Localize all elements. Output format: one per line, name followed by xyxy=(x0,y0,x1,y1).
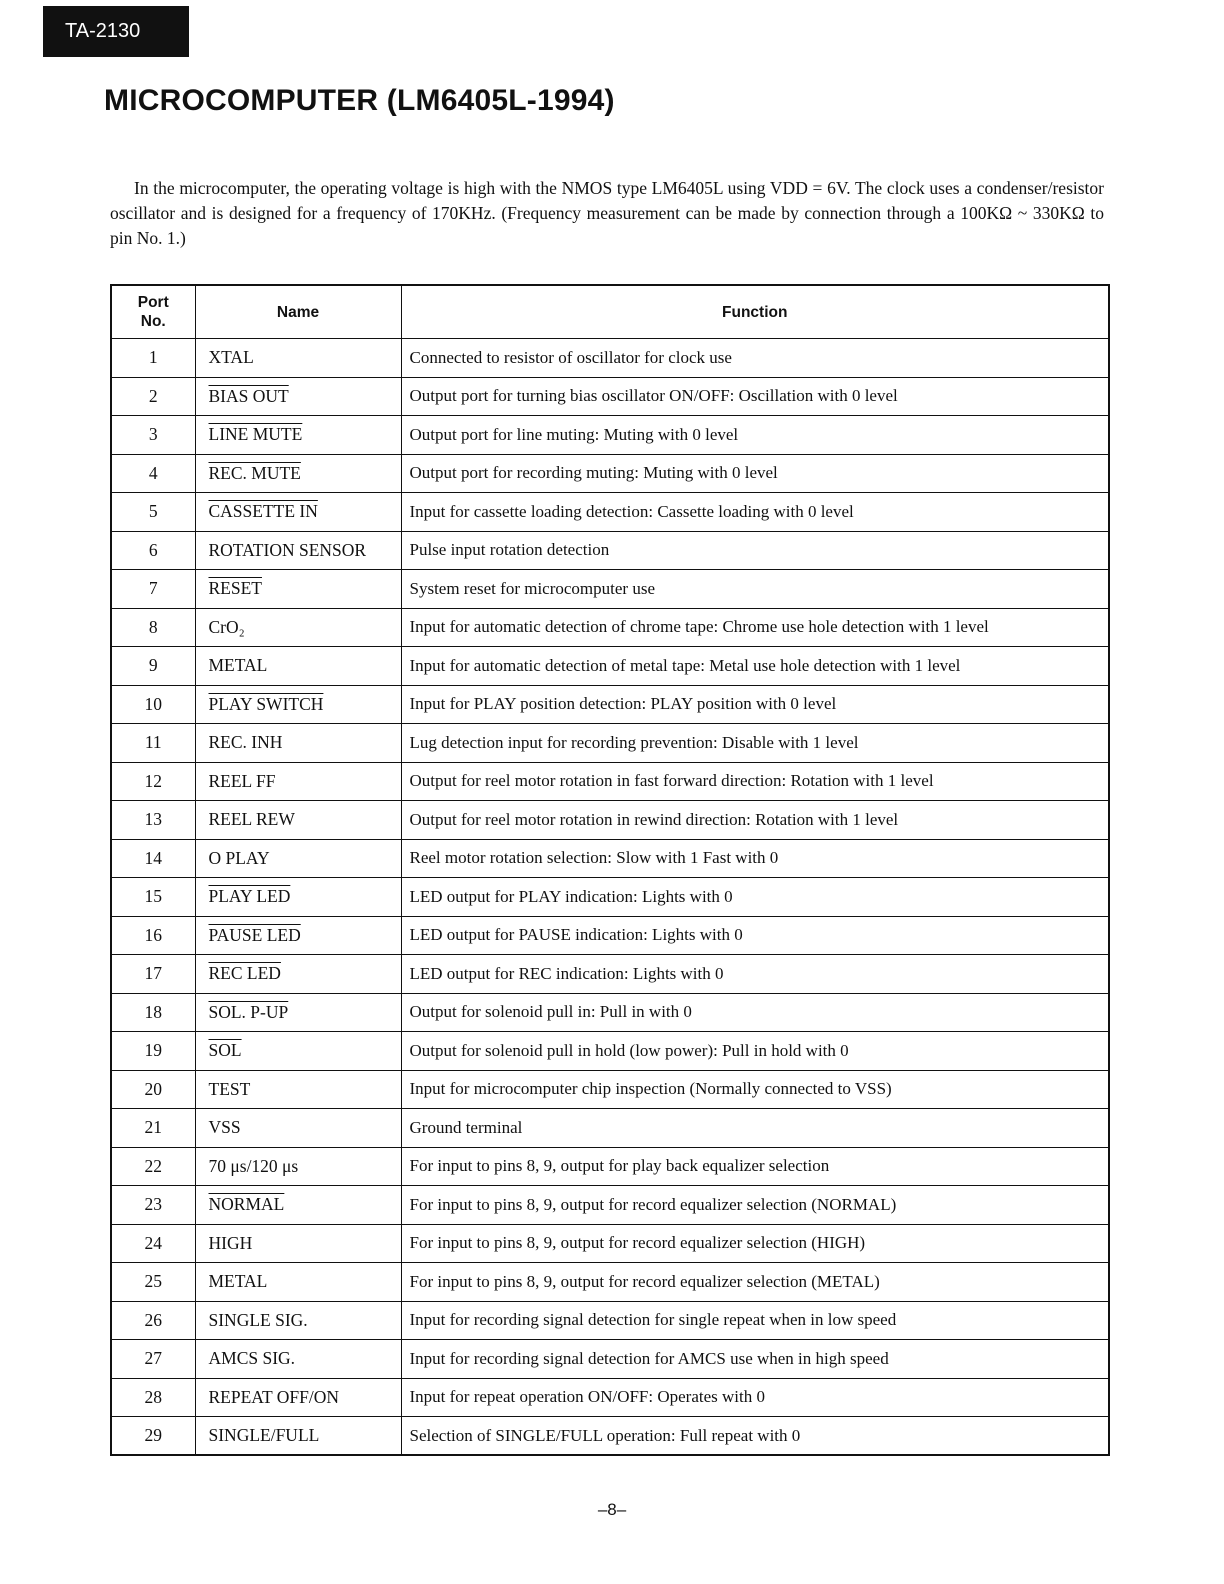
port-name: PAUSE LED xyxy=(208,924,301,945)
port-number-cell: 5 xyxy=(111,493,195,532)
port-name-cell xyxy=(195,1224,401,1263)
port-number-cell: 28 xyxy=(111,1378,195,1417)
port-function-cell: Output for reel motor rotation in rewind direction: Rotation with 1 level xyxy=(401,801,1109,840)
port-name-cell xyxy=(195,416,401,455)
port-function-cell: Output for solenoid pull in hold (low power): Pull in hold with 0 xyxy=(401,1032,1109,1071)
port-name-cell xyxy=(195,839,401,878)
table-row xyxy=(111,1340,1109,1379)
table-row xyxy=(111,647,1109,686)
port-number-cell: 6 xyxy=(111,531,195,570)
port-name: REC. MUTE xyxy=(208,462,301,483)
port-function-cell: For input to pins 8, 9, output for record equalizer selection (NORMAL) xyxy=(401,1186,1109,1225)
table-row xyxy=(111,1109,1109,1148)
port-function-cell: Output port for turning bias oscillator ON/OFF: Oscillation with 0 level xyxy=(401,377,1109,416)
port-function-cell: LED output for PAUSE indication: Lights with 0 xyxy=(401,916,1109,955)
port-function-cell: Reel motor rotation selection: Slow with 1 Fast with 0 xyxy=(401,839,1109,878)
table-row xyxy=(111,1070,1109,1109)
port-function-cell: Input for cassette loading detection: Cassette loading with 0 level xyxy=(401,493,1109,532)
port-name: SINGLE SIG. xyxy=(208,1309,308,1330)
port-name-cell xyxy=(195,801,401,840)
table-row xyxy=(111,570,1109,609)
port-number-cell: 8 xyxy=(111,608,195,647)
port-name-cell xyxy=(195,339,401,378)
port-name: REPEAT OFF/ON xyxy=(208,1386,339,1407)
port-name: PLAY LED xyxy=(208,886,291,907)
port-number-cell: 16 xyxy=(111,916,195,955)
port-name: XTAL xyxy=(208,347,254,368)
port-number-cell: 29 xyxy=(111,1417,195,1456)
port-function-cell: For input to pins 8, 9, output for record equalizer selection (METAL) xyxy=(401,1263,1109,1302)
port-number-cell: 21 xyxy=(111,1109,195,1148)
table-row xyxy=(111,839,1109,878)
table-row xyxy=(111,955,1109,994)
port-name: REC LED xyxy=(208,963,281,984)
port-name-cell xyxy=(195,1186,401,1225)
port-function-cell: Input for automatic detection of metal tape: Metal use hole detection with 1 level xyxy=(401,647,1109,686)
table-row xyxy=(111,724,1109,763)
port-name-cell xyxy=(195,1032,401,1071)
port-name: CrO₂ xyxy=(208,616,245,637)
port-table-body xyxy=(111,339,1109,1456)
port-number-cell: 7 xyxy=(111,570,195,609)
port-function-cell: LED output for REC indication: Lights with 0 xyxy=(401,955,1109,994)
port-name: REC. INH xyxy=(208,732,283,753)
port-name-cell xyxy=(195,1301,401,1340)
page-number: –8– xyxy=(597,1500,627,1519)
port-name: RESET xyxy=(208,578,262,599)
port-name-cell xyxy=(195,1070,401,1109)
port-name-cell xyxy=(195,916,401,955)
port-name-cell xyxy=(195,608,401,647)
port-function-cell: Lug detection input for recording prevention: Disable with 1 level xyxy=(401,724,1109,763)
port-name: VSS xyxy=(208,1117,241,1138)
port-name: LINE MUTE xyxy=(208,424,303,445)
port-number-cell: 22 xyxy=(111,1147,195,1186)
port-name: SOL. P-UP xyxy=(208,1001,289,1022)
port-number-cell: 20 xyxy=(111,1070,195,1109)
port-function-cell: Input for repeat operation ON/OFF: Operates with 0 xyxy=(401,1378,1109,1417)
table-row xyxy=(111,531,1109,570)
port-number-cell: 9 xyxy=(111,647,195,686)
table-row xyxy=(111,416,1109,455)
port-name-cell xyxy=(195,454,401,493)
model-tag: TA-2130 xyxy=(43,6,189,57)
table-row xyxy=(111,1378,1109,1417)
port-function-cell: For input to pins 8, 9, output for record equalizer selection (HIGH) xyxy=(401,1224,1109,1263)
port-name-cell xyxy=(195,531,401,570)
port-function-cell: Input for PLAY position detection: PLAY position with 0 level xyxy=(401,685,1109,724)
header-name: Name xyxy=(195,285,401,339)
port-name-cell xyxy=(195,878,401,917)
port-number-cell: 4 xyxy=(111,454,195,493)
table-row xyxy=(111,454,1109,493)
port-name-cell xyxy=(195,647,401,686)
port-number-cell: 23 xyxy=(111,1186,195,1225)
port-number-cell: 17 xyxy=(111,955,195,994)
port-number-cell: 1 xyxy=(111,339,195,378)
port-function-cell: System reset for microcomputer use xyxy=(401,570,1109,609)
port-function-cell: Input for microcomputer chip inspection (Normally connected to VSS) xyxy=(401,1070,1109,1109)
port-number-cell: 10 xyxy=(111,685,195,724)
port-number-cell: 3 xyxy=(111,416,195,455)
port-function-cell: Connected to resistor of oscillator for clock use xyxy=(401,339,1109,378)
port-name: NORMAL xyxy=(208,1194,285,1215)
table-row xyxy=(111,608,1109,647)
port-number-cell: 14 xyxy=(111,839,195,878)
table-row xyxy=(111,1032,1109,1071)
port-name-cell xyxy=(195,377,401,416)
table-row xyxy=(111,1147,1109,1186)
port-name-cell xyxy=(195,685,401,724)
port-function-cell: Input for automatic detection of chrome tape: Chrome use hole detection with 1 level xyxy=(401,608,1109,647)
table-row xyxy=(111,685,1109,724)
port-function-cell: Output port for line muting: Muting with 0 level xyxy=(401,416,1109,455)
port-function-cell: Input for recording signal detection for AMCS use when in high speed xyxy=(401,1340,1109,1379)
table-row xyxy=(111,1417,1109,1456)
port-name-cell xyxy=(195,570,401,609)
table-header-row xyxy=(111,285,1109,339)
port-name-cell xyxy=(195,724,401,763)
port-name: $\overline{SOL}$ xyxy=(208,1040,242,1061)
port-function-cell: Output port for recording muting: Muting with 0 level xyxy=(401,454,1109,493)
port-function-cell: Ground terminal xyxy=(401,1109,1109,1148)
table-row xyxy=(111,339,1109,378)
port-name: METAL xyxy=(208,1271,268,1292)
port-function-cell: For input to pins 8, 9, output for play back equalizer selection xyxy=(401,1147,1109,1186)
table-row xyxy=(111,801,1109,840)
table-row xyxy=(111,493,1109,532)
port-name: BIAS OUT xyxy=(208,385,289,406)
table-row xyxy=(111,1263,1109,1302)
port-name-cell xyxy=(195,1147,401,1186)
port-name: CASSETTE IN xyxy=(208,501,318,522)
port-number-cell: 12 xyxy=(111,762,195,801)
port-name: REEL REW xyxy=(208,809,295,830)
port-number-cell: 25 xyxy=(111,1263,195,1302)
port-number-cell: 27 xyxy=(111,1340,195,1379)
port-name: TEST xyxy=(208,1078,251,1099)
port-function-cell: Pulse input rotation detection xyxy=(401,531,1109,570)
table-row xyxy=(111,762,1109,801)
table-row xyxy=(111,878,1109,917)
port-function-cell: Output for solenoid pull in: Pull in with 0 xyxy=(401,993,1109,1032)
port-number-cell: 15 xyxy=(111,878,195,917)
port-name-cell xyxy=(195,1378,401,1417)
port-name-cell xyxy=(195,993,401,1032)
port-function-cell: Input for recording signal detection for single repeat when in low speed xyxy=(401,1301,1109,1340)
port-name: REEL FF xyxy=(208,770,276,791)
port-function-cell: LED output for PLAY indication: Lights with 0 xyxy=(401,878,1109,917)
table-row xyxy=(111,1186,1109,1225)
port-name: ROTATION SENSOR xyxy=(208,539,367,560)
table-row xyxy=(111,1301,1109,1340)
port-function-cell: Output for reel motor rotation in fast forward direction: Rotation with 1 level xyxy=(401,762,1109,801)
port-number-cell: 2 xyxy=(111,377,195,416)
port-name: SINGLE/FULL xyxy=(208,1425,320,1445)
port-name-cell xyxy=(195,493,401,532)
port-name: O PLAY xyxy=(208,847,270,868)
port-number-cell: 18 xyxy=(111,993,195,1032)
table-row xyxy=(111,1224,1109,1263)
port-name-cell xyxy=(195,762,401,801)
page-title: MICROCOMPUTER (LM6405L-1994) xyxy=(104,84,615,117)
port-name: 70 μs/120 μs xyxy=(208,1155,299,1176)
port-name: AMCS SIG. xyxy=(208,1348,296,1369)
port-name-cell xyxy=(195,955,401,994)
header-function: Function xyxy=(401,285,1109,339)
port-name: METAL xyxy=(208,655,268,676)
port-number-cell: 13 xyxy=(111,801,195,840)
port-number-cell: 19 xyxy=(111,1032,195,1071)
port-number-cell: 11 xyxy=(111,724,195,763)
port-function-cell: Selection of SINGLE/FULL operation: Full repeat with 0 xyxy=(401,1417,1109,1456)
port-name: PLAY SWITCH xyxy=(208,693,324,714)
port-name-cell xyxy=(195,1109,401,1148)
table-row xyxy=(111,377,1109,416)
table-row xyxy=(111,993,1109,1032)
port-table xyxy=(110,284,1110,1456)
header-port: Port No. xyxy=(111,285,195,339)
port-name-cell xyxy=(195,1340,401,1379)
intro-paragraph: In the microcomputer, the operating voltage is high with the NMOS type LM6405L using VDD = 6V. The clock uses a condenser/resistor oscillator and is designed for a frequency of 170KHz. (Frequency measurement can be made by connection through a 100KΩ ~ 330KΩ to pin No. 1.) xyxy=(110,178,1104,248)
port-number-cell: 24 xyxy=(111,1224,195,1263)
table-row xyxy=(111,916,1109,955)
port-name-cell xyxy=(195,1263,401,1302)
port-name: HIGH xyxy=(208,1232,253,1253)
port-name-cell xyxy=(195,1417,401,1456)
port-number-cell: 26 xyxy=(111,1301,195,1340)
